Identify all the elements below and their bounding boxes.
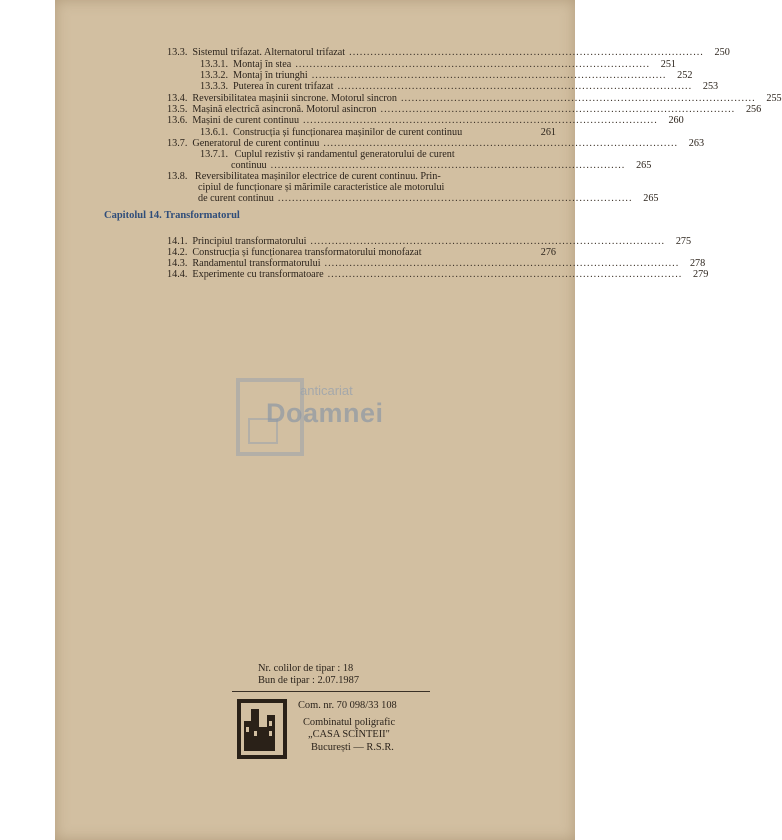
entry-page: 261 bbox=[540, 127, 556, 138]
toc-entry-13-7 bbox=[167, 138, 705, 149]
entry-number: 13.6. bbox=[167, 115, 188, 126]
toc-entry-13-6-1 bbox=[200, 127, 556, 138]
entry-title: Reversibilitatea mașinilor electrice de curent continuu. Prin- bbox=[194, 171, 441, 182]
entry-title-continued: cipiul de funcționare și mărimile caracteristice ale motorului bbox=[198, 182, 445, 193]
watermark-text-anticariat: anticariat bbox=[300, 383, 353, 398]
entry-number: 13.3.3. bbox=[200, 81, 229, 92]
entry-page: 251 bbox=[660, 59, 676, 70]
leader-dots: .................................................................................................... bbox=[400, 93, 756, 104]
entry-page: 279 bbox=[693, 269, 709, 280]
imprint-comanda: Com. nr. 70 098/33 108 bbox=[298, 700, 397, 711]
entry-page: 278 bbox=[689, 258, 706, 269]
entry-title: Principiul transformatorului bbox=[192, 236, 307, 247]
leader-dots: .................................................................................................... bbox=[295, 59, 650, 70]
leader-dots: .................................................................................................... bbox=[327, 269, 683, 280]
toc-entry-13-8-line3 bbox=[198, 193, 659, 204]
entry-page: 255 bbox=[766, 93, 782, 104]
entry-title: Generatorul de curent continuu bbox=[192, 138, 320, 149]
toc-entry-13-5 bbox=[167, 104, 762, 115]
imprint-combinat: Combinatul poligrafic bbox=[303, 717, 396, 728]
entry-title: Sistemul trifazat. Alternatorul trifazat bbox=[192, 47, 346, 58]
toc-entry-13-6 bbox=[167, 115, 684, 126]
imprint-oras: București — R.S.R. bbox=[311, 742, 394, 753]
entry-page: 253 bbox=[702, 81, 719, 92]
entry-title: Construcția și funcționarea mașinilor de curent continuu bbox=[233, 127, 463, 138]
toc-entry-13-8-line1 bbox=[167, 171, 441, 182]
leader-dots: .................................................................................................... bbox=[380, 104, 736, 115]
entry-title: Experimente cu transformatoare bbox=[192, 269, 324, 280]
leader-dots: .................................................................................................... bbox=[337, 81, 693, 92]
entry-page: 250 bbox=[714, 47, 730, 58]
toc-entry-13-3 bbox=[167, 47, 730, 58]
entry-page: 256 bbox=[745, 104, 762, 115]
entry-title-continued: continuu bbox=[231, 160, 267, 171]
toc-entry-13-4 bbox=[167, 93, 782, 104]
entry-title-continued-2: de curent continuu bbox=[198, 193, 274, 204]
entry-number: 13.8. bbox=[167, 171, 188, 182]
entry-title: Puterea în curent trifazat bbox=[233, 81, 334, 92]
entry-number: 14.4. bbox=[167, 269, 188, 280]
entry-page: 252 bbox=[677, 70, 693, 81]
entry-number: 14.3. bbox=[167, 258, 188, 269]
entry-title: Mașini de curent continuu bbox=[192, 115, 300, 126]
leader-dots: .................................................................................................... bbox=[277, 193, 633, 204]
entry-number: 13.3.2. bbox=[200, 70, 229, 81]
toc-entry-14-3 bbox=[167, 258, 706, 269]
entry-title: Cuplul rezistiv și randamentul generatorului de curent bbox=[234, 149, 455, 160]
publisher-logo-icon bbox=[237, 699, 287, 759]
leader-dots: .................................................................................................... bbox=[311, 70, 667, 81]
toc-entry-13-3-1 bbox=[200, 59, 676, 70]
toc-entry-13-7-1-line1 bbox=[200, 149, 455, 160]
leader-dots: .................................................................................................... bbox=[349, 47, 704, 58]
leader-dots: .................................................................................................... bbox=[303, 115, 658, 126]
entry-number: 13.6.1. bbox=[200, 127, 229, 138]
toc-entry-14-4 bbox=[167, 269, 709, 280]
watermark-text-doamnei: Doamnei bbox=[266, 398, 384, 428]
toc-entry-14-1 bbox=[167, 236, 692, 247]
entry-page: 265 bbox=[636, 160, 652, 171]
imprint-bun-de-tipar: Bun de tipar : 2.07.1987 bbox=[258, 675, 360, 686]
entry-page: 276 bbox=[540, 247, 556, 258]
entry-title: Montaj în triunghi bbox=[233, 70, 308, 81]
entry-number: 14.1. bbox=[167, 236, 188, 247]
entry-title: Reversibilitatea mașinii sincrone. Motorul sincron bbox=[192, 93, 397, 104]
leader-dots: .................................................................................................... bbox=[324, 258, 680, 269]
toc-entry-13-8-line2 bbox=[198, 182, 444, 193]
toc-entry-13-3-2 bbox=[200, 70, 693, 81]
entry-title: Randamentul transformatorului bbox=[192, 258, 321, 269]
imprint-colite: Nr. colilor de tipar : 18 bbox=[258, 663, 354, 674]
entry-number: 13.7. bbox=[167, 138, 188, 149]
imprint-divider bbox=[232, 691, 430, 692]
entry-page: 263 bbox=[688, 138, 705, 149]
entry-page: 275 bbox=[675, 236, 692, 247]
toc-entry-13-7-1-line2 bbox=[231, 160, 652, 171]
entry-page: 265 bbox=[643, 193, 659, 204]
entry-number: 13.7.1. bbox=[200, 149, 229, 160]
toc-entry-13-3-3 bbox=[200, 81, 719, 92]
chapter-14-heading: Capitolul 14. Transformatorul bbox=[104, 210, 240, 221]
entry-number: 13.5. bbox=[167, 104, 188, 115]
entry-page: 260 bbox=[668, 115, 684, 126]
entry-number: 13.3. bbox=[167, 47, 188, 58]
entry-number: 14.2. bbox=[167, 247, 188, 258]
imprint-casa-scinteii: „CASA SCÎNTEII" bbox=[308, 729, 390, 740]
leader-dots: .................................................................................................... bbox=[270, 160, 626, 171]
leader-dots: .................................................................................................... bbox=[323, 138, 679, 149]
entry-number: 13.4. bbox=[167, 93, 188, 104]
toc-entry-14-2 bbox=[167, 247, 556, 258]
leader-dots: .................................................................................................... bbox=[310, 236, 666, 247]
entry-title: Mașină electrică asincronă. Motorul asincron bbox=[192, 104, 377, 115]
entry-title: Montaj în stea bbox=[233, 59, 292, 70]
entry-number: 13.3.1. bbox=[200, 59, 229, 70]
entry-title: Construcția și funcționarea transformatorului monofazat bbox=[192, 247, 422, 258]
